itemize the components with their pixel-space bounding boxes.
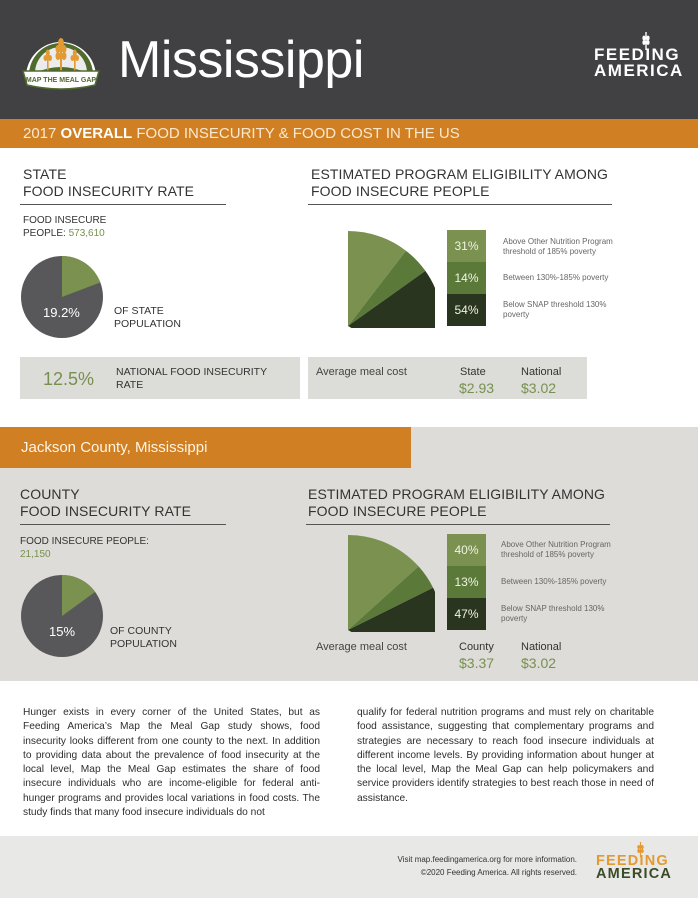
state-meal-value: $2.93 (459, 380, 495, 396)
legend-text: poverty (503, 310, 530, 319)
county-name: Jackson County, Mississippi (21, 439, 208, 456)
state-rate-title-line1: STATE (23, 166, 67, 182)
state-elig-title-line1: ESTIMATED PROGRAM ELIGIBILITY AMONG (311, 166, 609, 182)
county-pie-label: 15% (49, 624, 76, 639)
legend-text: threshold of 185% poverty (501, 550, 594, 559)
footer-logo-line1: FEEDING (596, 853, 669, 869)
county-people-label-text: FOOD INSECURE PEOPLE: (20, 536, 149, 547)
divider (306, 524, 610, 525)
legend-text: poverty (501, 614, 528, 623)
state-pop-label-line2: POPULATION (114, 318, 181, 330)
legend-text: Below SNAP threshold 130% (503, 300, 607, 309)
state-eligibility-fan-chart (345, 228, 435, 328)
legend-text: threshold of 185% poverty (503, 247, 596, 256)
county-elig-title (308, 486, 605, 520)
legend-text: Between 130%-185% poverty (501, 577, 607, 586)
national-rate-label-line2: RATE (116, 379, 144, 391)
footer-logo-line2: AMERICA (596, 866, 673, 882)
state-rate-title-line2: FOOD INSECURITY RATE (23, 183, 195, 199)
meal-cost-label: Average meal cost (316, 366, 407, 378)
county-elig-title-line1: ESTIMATED PROGRAM ELIGIBILITY AMONG (308, 486, 606, 502)
eligibility-pct: 40% (447, 534, 486, 566)
legend-text: Below SNAP threshold 130% (501, 604, 605, 613)
state-people-label (23, 214, 106, 240)
fa-logo-line2: AMERICA (594, 61, 684, 80)
county-band (0, 427, 411, 468)
county-national-meal-head: National (521, 641, 562, 653)
national-rate-box (20, 357, 300, 399)
county-national-meal-value: $3.02 (521, 655, 557, 671)
eligibility-pct: 54% (447, 294, 486, 326)
state-insecurity-pie (20, 255, 104, 339)
county-meal-value: $3.37 (459, 655, 495, 671)
eligibility-pct: 47% (447, 598, 486, 630)
state-people-value: 573,610 (68, 228, 105, 239)
county-pop-label-line1: OF COUNTY (110, 625, 172, 637)
county-meal-head: County (459, 641, 494, 653)
footer-visit-text: Visit map.feedingamerica.org for more information. (397, 855, 577, 864)
divider (20, 204, 226, 205)
national-rate-value: 12.5% (43, 369, 95, 389)
county-rate-title-line2: FOOD INSECURITY RATE (20, 503, 192, 519)
county-eligibility-fan-chart (345, 532, 435, 632)
county-pop-label-line2: POPULATION (110, 638, 177, 650)
divider (20, 524, 226, 525)
footer-copyright: ©2020 Feeding America. All rights reserved. (420, 868, 577, 877)
body-text-col1: Hunger exists in every corner of the United States, but as Feeding America’s Map the Meal Gap study shows, food insecurity looks different from one county to the next. In addition to providing data about the prevalence of food insecurity at the local level, Map the Meal Gap estimates the share of food insecure individuals who are income-eligible for federal anti-hunger programs and provides local variations in food costs. The study finds that many food insecure individuals do not (23, 707, 320, 819)
state-meal-head: State (460, 366, 486, 378)
band-rest: FOOD INSECURITY & FOOD COST IN THE US (136, 125, 460, 142)
state-legend-2 (503, 300, 633, 320)
feeding-america-logo (594, 32, 684, 80)
band-year: 2017 (23, 125, 57, 142)
county-eligibility-stack (447, 534, 486, 630)
band-text (23, 125, 460, 142)
footer (0, 836, 698, 898)
county-rate-title-line1: COUNTY (20, 486, 80, 502)
state-pop-label (114, 305, 181, 331)
national-rate-label (116, 366, 267, 392)
county-elig-title-line2: FOOD INSECURE PEOPLE (308, 503, 487, 519)
map-the-meal-gap-logo (20, 27, 102, 95)
national-meal-value: $3.02 (521, 380, 557, 396)
state-meal-cost-box (308, 357, 587, 399)
eligibility-pct: 31% (447, 230, 486, 262)
county-insecurity-pie (20, 574, 104, 658)
county-legend-0 (501, 540, 631, 560)
county-pop-label (110, 625, 177, 651)
mmg-logo-text: MAP THE MEAL GAP (25, 77, 97, 84)
header (0, 0, 698, 119)
county-people-value: 21,150 (20, 549, 51, 560)
eligibility-pct: 14% (447, 262, 486, 294)
legend-text: Between 130%-185% poverty (503, 273, 609, 282)
state-legend-1 (503, 273, 633, 283)
page-title: Mississippi (118, 31, 364, 89)
state-people-label-line2: PEOPLE: (23, 228, 66, 239)
band-bold: OVERALL (60, 125, 133, 142)
legend-text: Above Other Nutrition Program (501, 540, 611, 549)
county-rate-title (20, 486, 191, 520)
state-pop-label-line1: OF STATE (114, 305, 164, 317)
county-people-label (20, 535, 149, 561)
divider (308, 204, 612, 205)
state-elig-title-line2: FOOD INSECURE PEOPLE (311, 183, 490, 199)
state-pie-label: 19.2% (43, 305, 80, 320)
national-rate-label-line1: NATIONAL FOOD INSECURITY (116, 366, 268, 378)
state-rate-title (23, 166, 194, 200)
fa-logo-line1: FEEDING (594, 45, 681, 64)
state-people-label-line1: FOOD INSECURE (23, 215, 107, 226)
county-meal-cost-label: Average meal cost (316, 641, 407, 653)
county-legend-2 (501, 604, 631, 624)
national-meal-head: National (521, 366, 562, 378)
eligibility-pct: 13% (447, 566, 486, 598)
state-elig-title (311, 166, 608, 200)
overall-band (0, 119, 698, 148)
footer-feeding-america-logo (596, 842, 673, 884)
legend-text: Above Other Nutrition Program (503, 237, 613, 246)
body-text-col2: qualify for federal nutrition programs and must rely on charitable food assistance, suggesting that complementary programs and strategies are necessary to reach food insecure individuals at different income levels. By providing information about hunger at the local level, Map the Meal Gap can help policymakers and service providers identify strategies to best reach those in need of assistance. (357, 707, 654, 804)
county-legend-1 (501, 577, 631, 587)
state-legend-0 (503, 237, 633, 257)
state-eligibility-stack (447, 230, 486, 326)
